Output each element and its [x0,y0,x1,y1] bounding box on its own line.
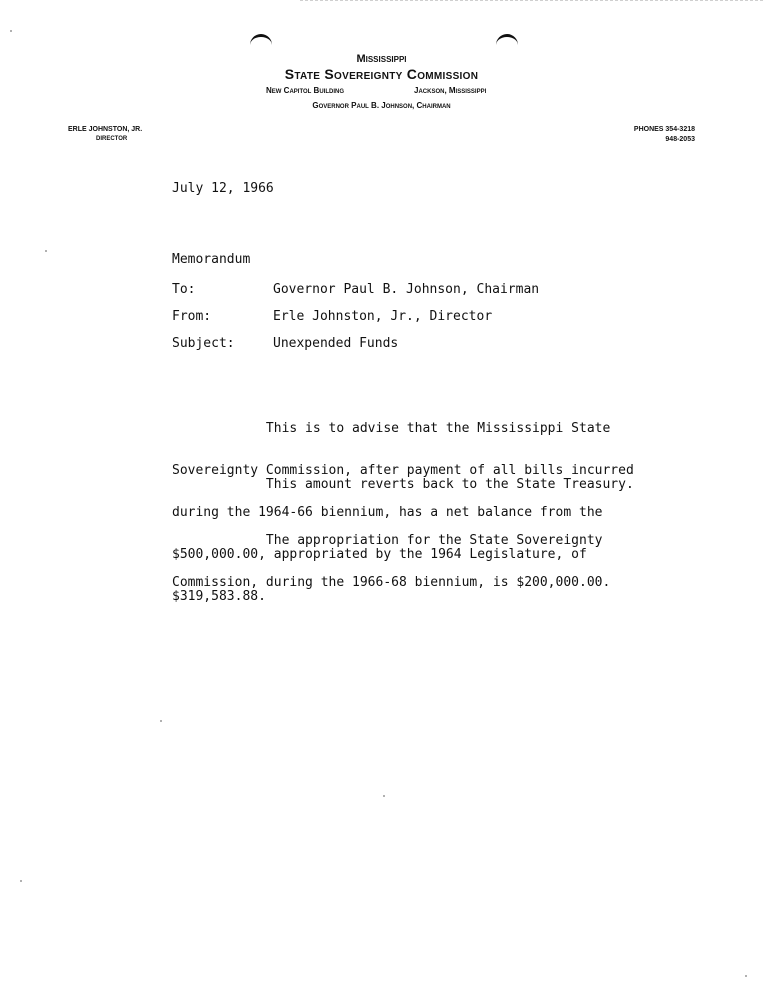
subject-value: Unexpended Funds [273,336,399,351]
to-value: Governor Paul B. Johnson, Chairman [273,282,540,297]
director-title: DIRECTOR [96,136,128,142]
memo-date: July 12, 1966 [172,181,274,196]
paragraph-3 [172,506,610,604]
phones-line1: PHONES 354-3218 [633,126,695,133]
paragraph-2: This amount reverts back to the State Treasury. [172,477,634,492]
letterhead-agency: State Sovereignty Commission [284,66,479,82]
paragraph-3-line: The appropriation for the State Sovereignty [172,533,603,548]
paragraph-1-line: during the 1964-66 biennium, has a net balance from the [172,505,603,520]
scan-speck [45,250,47,252]
from-label: From: [172,309,212,324]
punch-hole-left [250,34,272,47]
letterhead-building: New Capitol Building [266,86,344,95]
scan-speck [10,30,12,32]
paragraph-1-line: Sovereignty Commission, after payment of all bills incurred [172,463,634,478]
director-name: ERLE JOHNSTON, JR. [68,126,143,133]
memo-heading: Memorandum [172,252,251,267]
scan-speck [160,720,162,722]
punch-hole-right [496,34,518,47]
paragraph-1-line: $319,583.88. [172,589,266,604]
to-label: To: [172,282,196,297]
subject-label: Subject: [172,336,235,351]
scan-speck [20,880,22,882]
letterhead-chairman: Governor Paul B. Johnson, Chairman [312,101,451,110]
letterhead-state: Mississippi [356,53,407,65]
paragraph-1-line: $500,000.00, appropriated by the 1964 Legislature, of [172,547,587,562]
scan-speck [745,975,747,977]
letterhead-city: Jackson, Mississippi [414,86,487,95]
phones-line2: 948-2053 [665,136,695,143]
scan-edge-dots [300,0,763,1]
scan-speck [383,795,385,797]
paragraph-3-line: Commission, during the 1966-68 biennium, is $200,000.00. [172,575,611,590]
paragraph-1-line: This is to advise that the Mississippi State [172,421,611,436]
from-value: Erle Johnston, Jr., Director [273,309,493,324]
